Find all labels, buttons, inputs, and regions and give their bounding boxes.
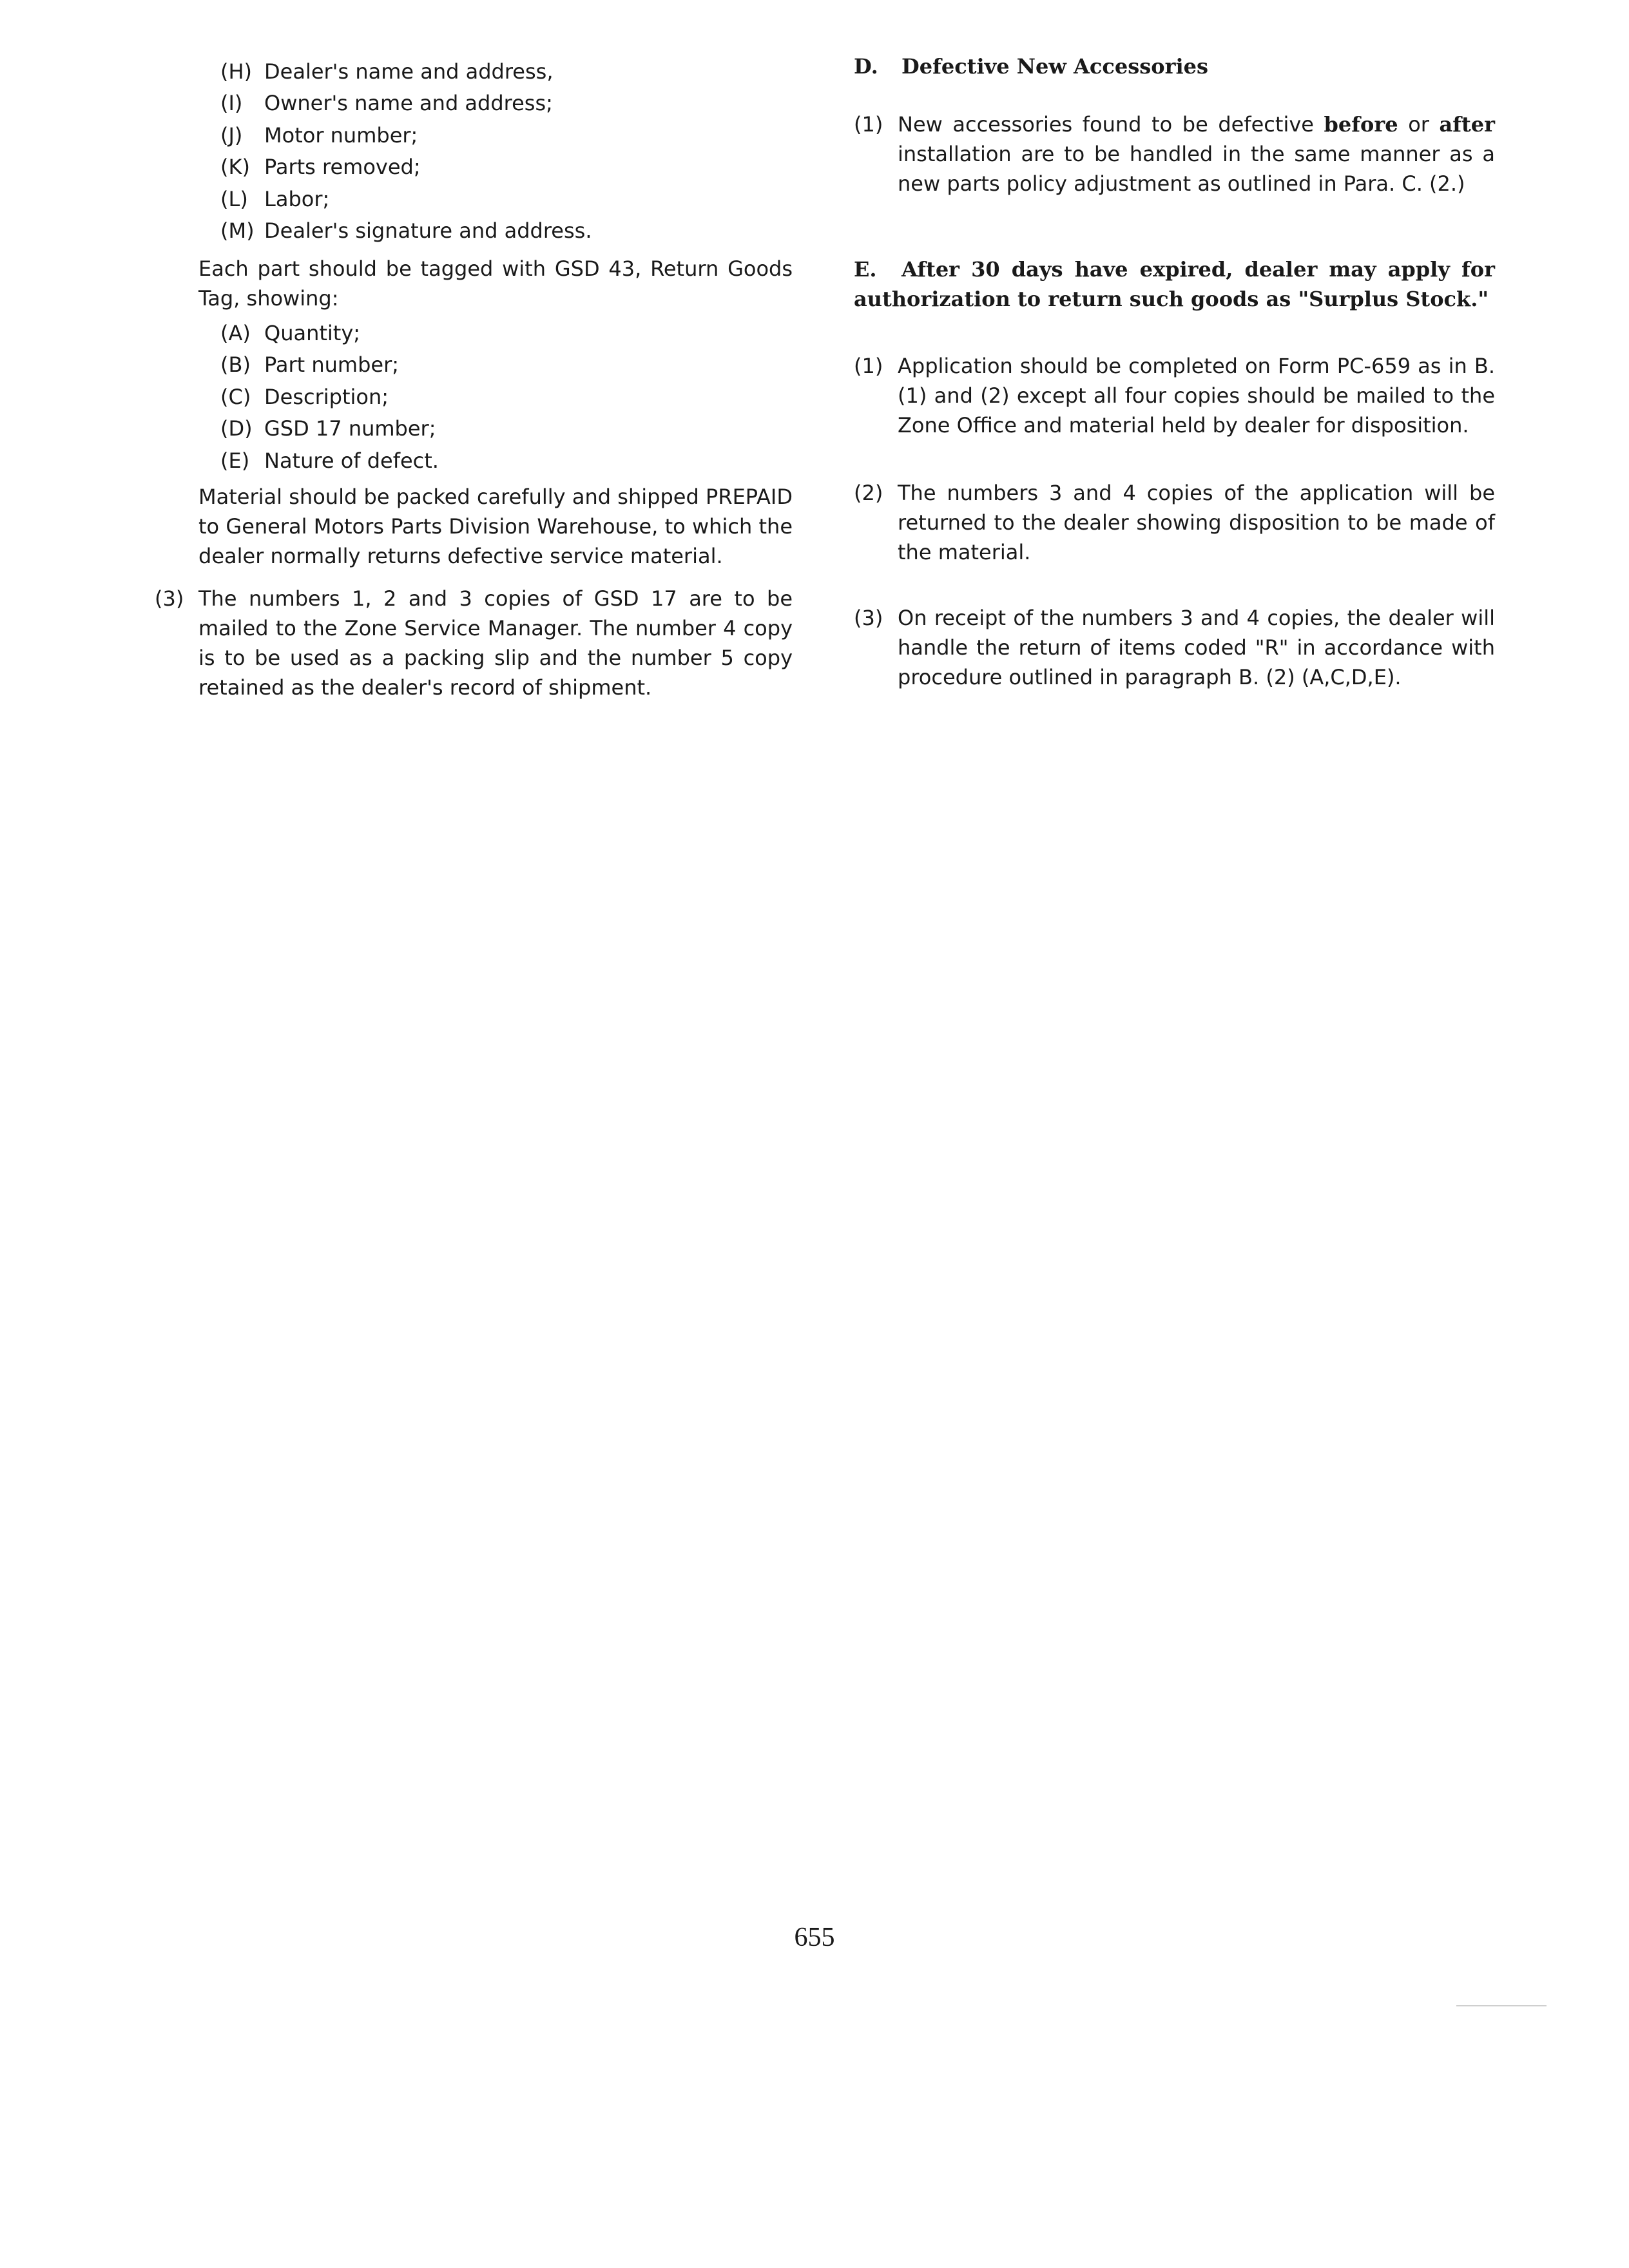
section-title: After 30 days have expired, dealer may apply for authorization to return such goods as "Surplus Stock.": [854, 257, 1495, 311]
material-paragraph-text: Material should be packed carefully and shipped PREPAID to General Motors Parts Division Warehouse, to which the dealer normally returns defective service material.: [198, 485, 793, 568]
section-d-heading: [854, 52, 1495, 81]
list-item-text: Labor;: [264, 187, 330, 211]
item-number: (3): [155, 586, 184, 611]
page-number: 655: [794, 1923, 835, 1952]
tag-paragraph-text: Each part should be tagged with GSD 43, Return Goods Tag, showing:: [198, 256, 793, 311]
material-paragraph: [198, 482, 793, 571]
list-item-tag: (H): [220, 59, 253, 84]
tag-paragraph: [198, 254, 793, 313]
item-number: (1): [854, 354, 883, 378]
list-item-tag: (L): [220, 187, 248, 211]
item-text: Application should be completed on Form PC-659 as in B. (1) and (2) except all four copies should be mailed to the Zone Office and material held by dealer for disposition.: [898, 354, 1495, 437]
list-item-text: Quantity;: [264, 321, 361, 345]
list-item-text: Description;: [264, 385, 389, 409]
list-item-tag: (M): [220, 218, 255, 243]
list-item-text: Nature of defect.: [264, 448, 439, 473]
emphasis-text: before: [1324, 112, 1398, 137]
item-text: The numbers 1, 2 and 3 copies of GSD 17 are to be mailed to the Zone Service Manager. The number 4 copy is to be used as a packing slip and the number 5 copy retained as the dealer's record of shipment.: [198, 586, 793, 700]
list-item-text: GSD 17 number;: [264, 416, 436, 441]
item-number: (3): [854, 606, 883, 630]
list-item-tag: (D): [220, 416, 253, 441]
list-item-text: Motor number;: [264, 123, 418, 148]
section-e-heading: [854, 255, 1495, 314]
list-item-text: Part number;: [264, 352, 400, 377]
list-item-tag: (B): [220, 352, 251, 377]
list-item-tag: (A): [220, 321, 251, 345]
item-text-part: or: [1398, 112, 1440, 137]
list-item-text: Dealer's signature and address.: [264, 218, 592, 243]
item-number: (1): [854, 112, 883, 137]
list-item-tag: (E): [220, 448, 250, 473]
section-letter: E.: [854, 257, 877, 282]
list-item-text: Dealer's name and address,: [264, 59, 554, 84]
item-text: [898, 110, 1495, 198]
scan-artifact: [1456, 2005, 1547, 2006]
item-text-part: New accessories found to be defective: [898, 112, 1324, 137]
list-item-tag: (C): [220, 385, 251, 409]
list-item-tag: (I): [220, 91, 243, 115]
item-number: (2): [854, 481, 883, 505]
item-text-part: installation are to be handled in the same manner as a new parts policy adjustment as outlined in Para. C. (2.): [898, 142, 1495, 196]
list-item-tag: (K): [220, 155, 250, 179]
list-item-text: Owner's name and address;: [264, 91, 553, 115]
section-letter: D.: [854, 54, 878, 79]
item-text: On receipt of the numbers 3 and 4 copies, the dealer will handle the return of items coded "R" in accordance with procedure outlined in paragraph B. (2) (A,C,D,E).: [898, 606, 1495, 689]
section-title: Defective New Accessories: [901, 54, 1208, 79]
list-item-text: Parts removed;: [264, 155, 421, 179]
emphasis-text: after: [1439, 112, 1496, 137]
list-item-tag: (J): [220, 123, 243, 148]
item-text: The numbers 3 and 4 copies of the application will be returned to the dealer showing disposition to be made of the material.: [898, 481, 1495, 564]
